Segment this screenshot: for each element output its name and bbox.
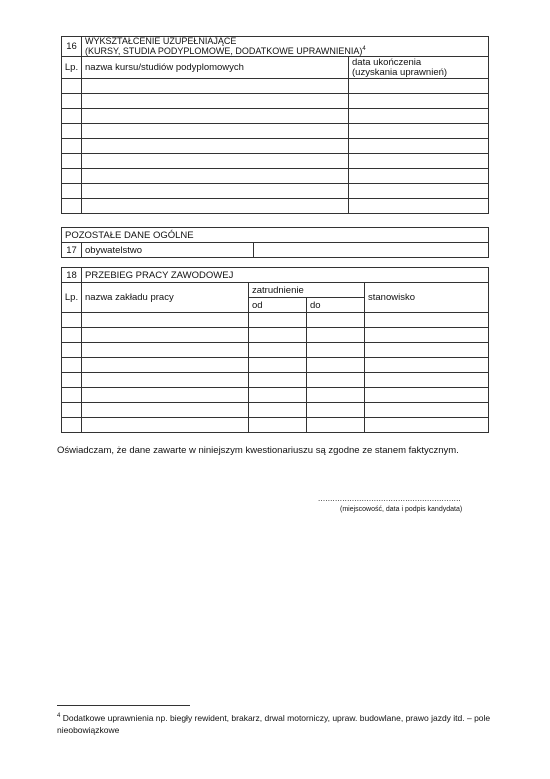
table-row — [62, 124, 489, 139]
entry-cell[interactable] — [62, 418, 82, 433]
table-row — [62, 139, 489, 154]
citizenship-field[interactable] — [254, 243, 489, 258]
table-row — [62, 94, 489, 109]
entry-cell[interactable] — [82, 373, 249, 388]
entry-cell[interactable] — [249, 403, 307, 418]
entry-cell[interactable] — [349, 184, 489, 199]
table-row — [62, 343, 489, 358]
table-row — [62, 418, 489, 433]
table-row — [62, 169, 489, 184]
entry-cell[interactable] — [62, 124, 82, 139]
entry-cell[interactable] — [307, 373, 365, 388]
entry-cell[interactable] — [365, 403, 489, 418]
entry-cell[interactable] — [62, 169, 82, 184]
section-number: 16 — [62, 37, 82, 57]
entry-cell[interactable] — [307, 388, 365, 403]
entry-cell[interactable] — [349, 199, 489, 214]
footnote-ref: 4 — [362, 45, 366, 52]
signature-caption: (miejscowość, data i podpis kandydata) — [340, 506, 463, 513]
entry-cell[interactable] — [82, 139, 349, 154]
column-header-from: od — [249, 298, 307, 313]
entry-cell[interactable] — [62, 388, 82, 403]
table-row — [62, 109, 489, 124]
entry-cell[interactable] — [82, 418, 249, 433]
entry-cell[interactable] — [82, 313, 249, 328]
entry-cell[interactable] — [249, 328, 307, 343]
entry-cell[interactable] — [249, 313, 307, 328]
entry-cell[interactable] — [82, 169, 349, 184]
entry-cell[interactable] — [62, 79, 82, 94]
entry-cell[interactable] — [307, 313, 365, 328]
entry-cell[interactable] — [82, 328, 249, 343]
entry-cell[interactable] — [82, 94, 349, 109]
column-header-lp: Lp. — [62, 283, 82, 313]
entry-cell[interactable] — [307, 343, 365, 358]
section-18-title: PRZEBIEG PRACY ZAWODOWEJ — [82, 268, 489, 283]
footnote — [57, 712, 497, 736]
table-row — [62, 328, 489, 343]
entry-cell[interactable] — [82, 388, 249, 403]
entry-cell[interactable] — [62, 109, 82, 124]
entry-cell[interactable] — [249, 358, 307, 373]
entry-cell[interactable] — [249, 388, 307, 403]
entry-cell[interactable] — [365, 373, 489, 388]
column-header-to: do — [307, 298, 365, 313]
signature-line[interactable]: ........................................................... — [318, 494, 461, 503]
declaration-statement: Oświadczam, że dane zawarte w niniejszym kwestionariuszu są zgodne ze stanem faktycznym. — [57, 445, 459, 456]
entry-cell[interactable] — [307, 403, 365, 418]
entry-cell[interactable] — [365, 388, 489, 403]
column-header-employer: nazwa zakładu pracy — [82, 283, 249, 313]
section-number: 17 — [62, 243, 82, 258]
work-history-table — [61, 267, 489, 433]
entry-cell[interactable] — [82, 184, 349, 199]
entry-cell[interactable] — [82, 403, 249, 418]
table-row — [62, 313, 489, 328]
entry-cell[interactable] — [365, 328, 489, 343]
table-row — [62, 199, 489, 214]
entry-cell[interactable] — [62, 328, 82, 343]
section-18-entries — [62, 313, 489, 433]
section-17-header-row — [62, 228, 489, 243]
column-header-course-name: nazwa kursu/studiów podyplomowych — [82, 57, 349, 79]
footnote-divider — [57, 705, 190, 706]
section-16-column-headers — [62, 57, 489, 79]
column-header-position: stanowisko — [365, 283, 489, 313]
entry-cell[interactable] — [62, 184, 82, 199]
table-row — [62, 358, 489, 373]
entry-cell[interactable] — [249, 418, 307, 433]
entry-cell[interactable] — [249, 373, 307, 388]
section-16-title-line2: (KURSY, STUDIA PODYPLOMOWE, DODATKOWE UPRAWNIENIA) — [85, 45, 363, 56]
entry-cell[interactable] — [365, 358, 489, 373]
entry-cell[interactable] — [62, 403, 82, 418]
entry-cell[interactable] — [307, 418, 365, 433]
entry-cell[interactable] — [62, 373, 82, 388]
entry-cell[interactable] — [365, 418, 489, 433]
column-header-completion-date — [349, 57, 489, 79]
entry-cell[interactable] — [62, 154, 82, 169]
entry-cell[interactable] — [307, 328, 365, 343]
citizenship-row — [62, 243, 489, 258]
entry-cell[interactable] — [62, 358, 82, 373]
entry-cell[interactable] — [365, 343, 489, 358]
entry-cell[interactable] — [365, 313, 489, 328]
entry-cell[interactable] — [349, 154, 489, 169]
entry-cell[interactable] — [62, 199, 82, 214]
entry-cell[interactable] — [82, 358, 249, 373]
section-16-header-row — [62, 37, 489, 57]
table-row — [62, 79, 489, 94]
section-16-title-line1: WYKSZTAŁCENIE UZUPEŁNIAJĄCE — [85, 36, 237, 46]
entry-cell[interactable] — [62, 343, 82, 358]
table-row — [62, 184, 489, 199]
entry-cell[interactable] — [82, 124, 349, 139]
entry-cell[interactable] — [349, 79, 489, 94]
footnote-text: Dodatkowe uprawnienia np. biegły rewident, brakarz, drwal motorniczy, upraw. budowlane, prawo jazdy itd. – pole nieobowiązkowe — [57, 713, 491, 735]
table-row — [62, 154, 489, 169]
column-header-lp: Lp. — [62, 57, 82, 79]
entry-cell[interactable] — [62, 94, 82, 109]
entry-cell[interactable] — [82, 343, 249, 358]
entry-cell[interactable] — [349, 124, 489, 139]
section-16-entries — [62, 79, 489, 214]
footnote-marker: 4 — [57, 713, 61, 720]
citizenship-label: obywatelstwo — [82, 243, 254, 258]
general-data-table — [61, 227, 489, 258]
section-18-column-headers — [62, 283, 489, 298]
supplementary-education-table — [61, 36, 489, 214]
entry-cell[interactable] — [249, 343, 307, 358]
entry-cell[interactable] — [82, 199, 349, 214]
entry-cell[interactable] — [307, 358, 365, 373]
entry-cell[interactable] — [82, 154, 349, 169]
entry-cell[interactable] — [82, 79, 349, 94]
section-18-header-row — [62, 268, 489, 283]
table-row — [62, 388, 489, 403]
section-number: 18 — [62, 268, 82, 283]
table-row — [62, 403, 489, 418]
entry-cell[interactable] — [82, 109, 349, 124]
entry-cell[interactable] — [349, 169, 489, 184]
completion-date-sublabel: (uzyskania uprawnień) — [352, 66, 448, 78]
section-17-title: POZOSTAŁE DANE OGÓLNE — [62, 228, 489, 243]
entry-cell[interactable] — [349, 94, 489, 109]
entry-cell[interactable] — [349, 109, 489, 124]
section-16-title — [82, 37, 489, 57]
entry-cell[interactable] — [62, 139, 82, 154]
column-header-employment: zatrudnienie — [249, 283, 365, 298]
completion-date-label: data ukończenia — [352, 56, 422, 68]
table-row — [62, 373, 489, 388]
entry-cell[interactable] — [349, 139, 489, 154]
entry-cell[interactable] — [62, 313, 82, 328]
